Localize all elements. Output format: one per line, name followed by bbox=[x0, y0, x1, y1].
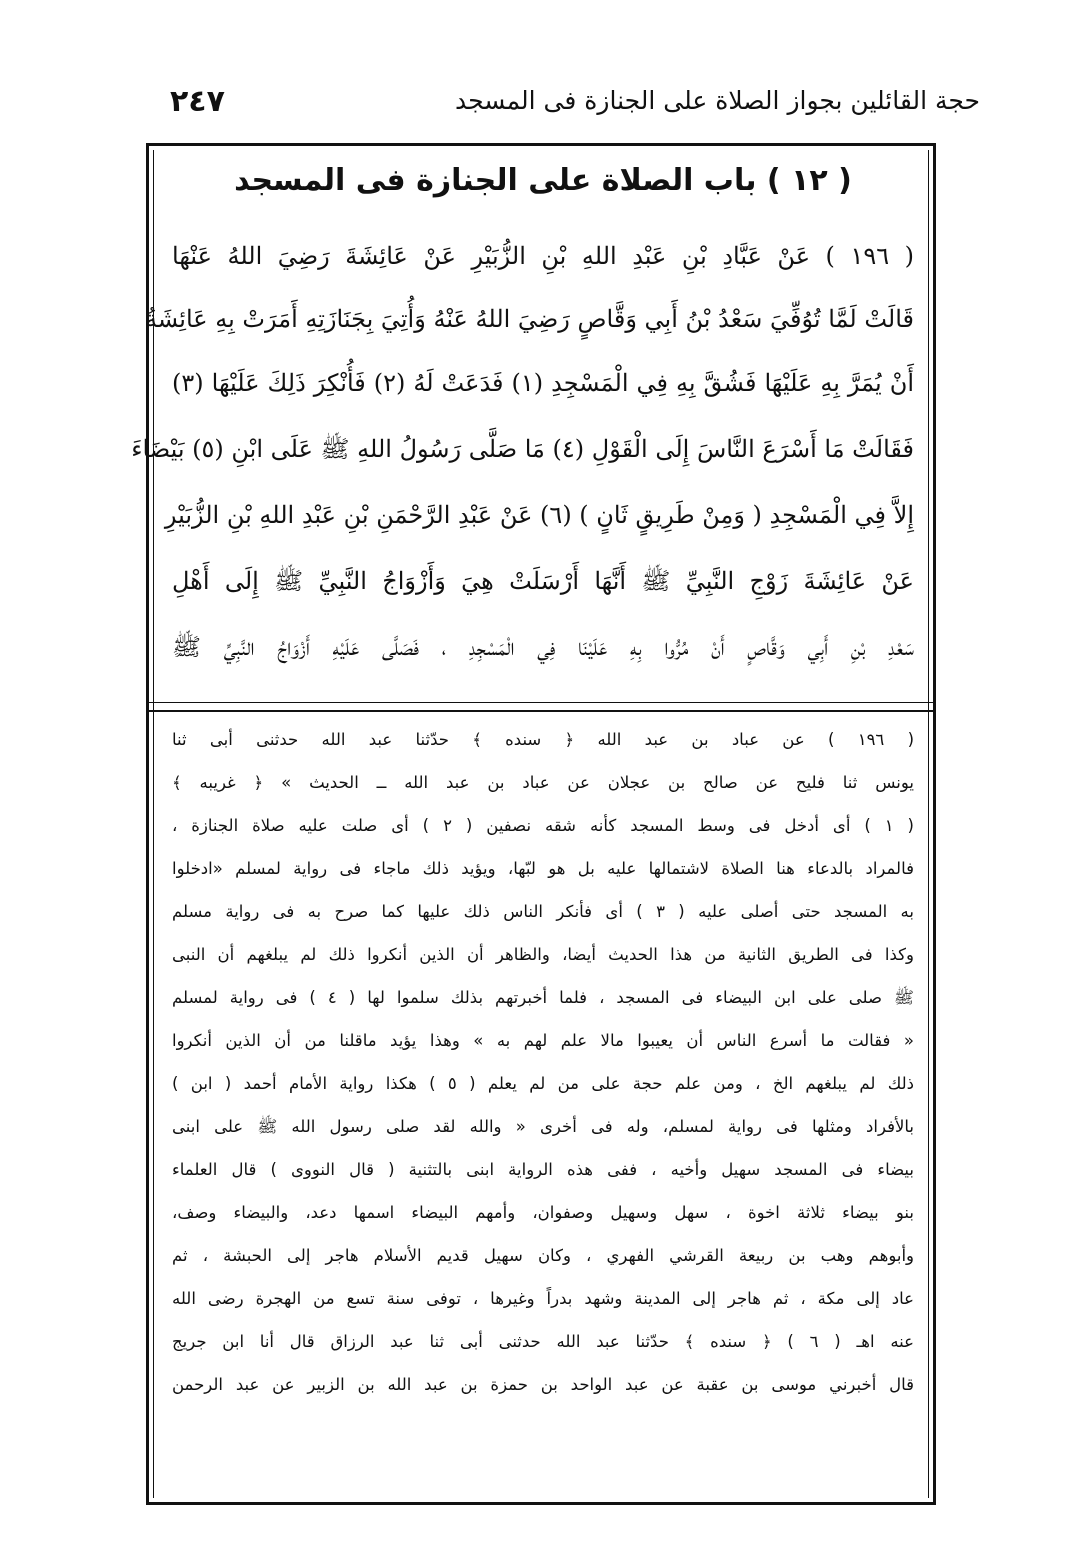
page-header bbox=[160, 84, 980, 128]
main-text-line: قَالَتْ لَمَّا تُوُفِّيَ سَعْدُ بْنُ أَبِي وَقَّاصٍ رَضِيَ اللهُ عَنْهُ وَأُتِيَ بِجَنَازَتِهِ أَمَرَتْ بِهِ عَائِشَةُ bbox=[145, 305, 914, 333]
footnote-line: ( ١٩٦ ) عن عباد بن عبد الله ﴿ سنده ﴾ حدّثنا عبد الله حدثنى أبى ثنا bbox=[172, 730, 915, 749]
footnote-line: بالأفراد ومثلها فى رواية لمسلم، وله فى أخرى « والله لقد صلى رسول الله ﷺ على ابنى bbox=[172, 1117, 914, 1136]
page-number: ٢٤٧ bbox=[170, 84, 225, 119]
footnote-line: عاد إلى مكة ، ثم هاجر إلى المدينة وشهد بدراً وغيرها ، توفى سنة تسع من الهجرة رضى الله bbox=[172, 1289, 914, 1308]
footnote-line: ذلك لم يبلغهم الخ ، ومن علم حجة على من لم يعلم ( ٥ ) هكذا رواية الأمام أحمد ( ابن ) bbox=[172, 1074, 914, 1093]
main-text-line: إِلاَّ فِي الْمَسْجِدِ ( وَمِنْ طَرِيقٍ ثَانٍ ) (٦) عَنْ عَبْدِ الرَّحْمَنِ بْنِ عَبْدِ اللهِ بْنِ الزُّبَيْرِ bbox=[164, 501, 914, 529]
main-text-line: عَنْ عَائِشَةَ زَوْجِ النَّبِيِّ ﷺ أَنَّهَا أَرْسَلَتْ هِيَ وَأَزْوَاجُ النَّبِيِّ ﷺ إِلَى أَهْلِ bbox=[172, 567, 914, 595]
footnote-line: به المسجد حتى أصلى عليه ( ٣ ) أى فأنكر الناس ذلك عليها كما صرح به فى رواية مسلم bbox=[172, 902, 914, 921]
footnote-line: وأبوهم وهب بن ربيعة القرشي الفهري ، وكان سهيل قديم الأسلام هاجر إلى الحبشة ، ثم bbox=[172, 1246, 914, 1265]
chapter-title: ( ١٢ ) باب الصلاة على الجنازة فى المسجد bbox=[234, 163, 852, 198]
footnote-line: عنه اهـ ( ٦ ) ﴿ سنده ﴾ حدّثنا عبد الله حدثنى أبى ثنا عبد الرزاق قال أنا ابن جريج bbox=[172, 1332, 914, 1351]
section-divider bbox=[148, 710, 934, 712]
section-divider bbox=[148, 702, 934, 703]
running-title: حجة القائلين بجواز الصلاة على الجنازة فى المسجد bbox=[455, 86, 980, 115]
footnote-line: ﷺ صلى على ابن البيضاء فى المسجد ، فلما أخبرتهم بذلك سلموا لها ( ٤ ) فى رواية لمسلم bbox=[172, 988, 914, 1007]
footnote-line: يونس ثنا فليح عن صالح بن عجلان عن عباد بن عبد الله ــ الحديث » ﴿ غريبه ﴾ bbox=[172, 773, 914, 792]
main-text-line: سَعْدِ بْنِ أَبِي وَقَّاصٍ أَنْ مُرُّوا بِهِ عَلَيْنَا فِي الْمَسْجِدِ ، فَصَلَّى عَلَيْهِ أَزْوَاجُ النَّبِيِّ ﷺ bbox=[172, 633, 914, 661]
main-text-line: أَنْ يُمَرَّ بِهِ عَلَيْهَا فَشُقَّ بِهِ فِي الْمَسْجِدِ (١) فَدَعَتْ لَهُ (٢) فَأُنْكِرَ ذَلِكَ عَلَيْهَا (٣) bbox=[172, 369, 915, 397]
main-text-line: فَقَالَتْ مَا أَسْرَعَ النَّاسَ إِلَى الْقَوْلِ (٤) مَا صَلَّى رَسُولُ اللهِ ﷺ عَلَى ابْنِ (٥) بَيْضَاءَ bbox=[131, 435, 914, 463]
main-text-line: ( ١٩٦ ) عَنْ عَبَّادِ بْنِ عَبْدِ اللهِ بْنِ الزُّبَيْرِ عَنْ عَائِشَةَ رَضِيَ اللهُ عَنْهَا bbox=[172, 242, 914, 270]
footnote-line: بنو بيضاء ثلاثة اخوة ، سهل وسهيل وصفوان، وأمهم البيضاء اسمها دعد، والبيضاء وصف، bbox=[172, 1203, 914, 1222]
footnote-line: « فقالت ما أسرع الناس أن يعيبوا مالا علم لهم به » وهذا يؤيد ماقلنا من أن الذين أنكروا bbox=[172, 1031, 914, 1050]
footnote-line: فالمراد بالدعاء هنا الصلاة لاشتمالها عليه بل هو لبّها، ويؤيد ذلك ماجاء فى رواية لمسلم «ادخلوا bbox=[172, 859, 914, 878]
footnote-line: ( ١ ) أى أدخل فى وسط المسجد كأنه شقه نصفين ( ٢ ) أى صلت عليه صلاة الجنازة ، bbox=[172, 816, 914, 835]
footnote-line: بيضاء فى المسجد سهيل وأخيه ، ففى هذه الرواية ابنى بالتثنية ( قال النووى ) قال العلماء bbox=[172, 1160, 914, 1179]
footnote-line: قال أخبرني موسى بن عقبة عن عبد الواحد بن حمزة بن عبد الله بن الزبير عن عبد الرحمن bbox=[172, 1375, 914, 1394]
footnote-line: وكذا فى الطريق الثانية من هذا الحديث أيضا، والظاهر أن الذين أنكروا ذلك لم يبلغهم أن النبى bbox=[172, 945, 914, 964]
